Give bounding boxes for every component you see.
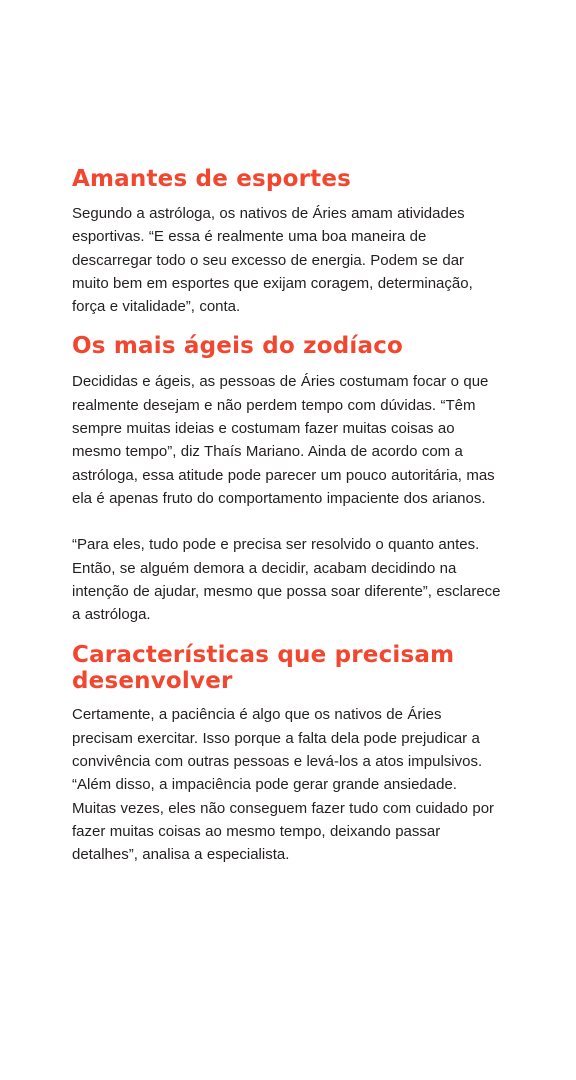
section-amantes-de-esportes [72, 166, 504, 318]
section-heading: Amantes de esportes [72, 166, 352, 192]
article-body [72, 166, 504, 867]
section-paragraph: Segundo a astróloga, os nativos de Áries amam atividades esportivas. “E essa é realmente uma boa maneira de descarregar todo o seu excesso de energia. Podem se dar muito bem em esportes que exijam coragem, determinação, força e vitalidade”, conta. [72, 205, 473, 316]
section-os-mais-ageis [72, 333, 504, 626]
section-caracteristicas [72, 642, 504, 866]
section-heading: Os mais ágeis do zodíaco [72, 333, 404, 360]
section-paragraph: Decididas e ágeis, as pessoas de Áries costumam focar o que realmente desejam e não perdem tempo com dúvidas. “Têm sempre muitas ideias e costumam fazer muitas coisas ao mesmo tempo”, diz Thaís Mariano. Ainda de acordo com a astróloga, essa atitude pode parecer um pouco autoritária, mas ela é apenas fruto do comportamento impaciente dos arianos. [72, 373, 495, 507]
section-paragraph: Certamente, a paciência é algo que os nativos de Áries precisam exercitar. Isso porque a falta dela pode prejudicar a convivência com outras pessoas e levá-los a atos impulsivos. “Além disso, a impaciência pode gerar grande ansiedade. Muitas vezes, eles não conseguem fazer tudo com cuidado por fazer muitas coisas ao mesmo tempo, deixando passar detalhes”, analisa a especialista. [72, 706, 495, 864]
section-paragraph: “Para eles, tudo pode e precisa ser resolvido o quanto antes. Então, se alguém demora a decidir, acabam decidindo na intenção de ajudar, mesmo que possa soar diferente”, esclarece a astróloga. [72, 536, 501, 624]
section-heading: Características que precisam desenvolver [72, 642, 455, 695]
paragraph-spacer [72, 510, 504, 533]
